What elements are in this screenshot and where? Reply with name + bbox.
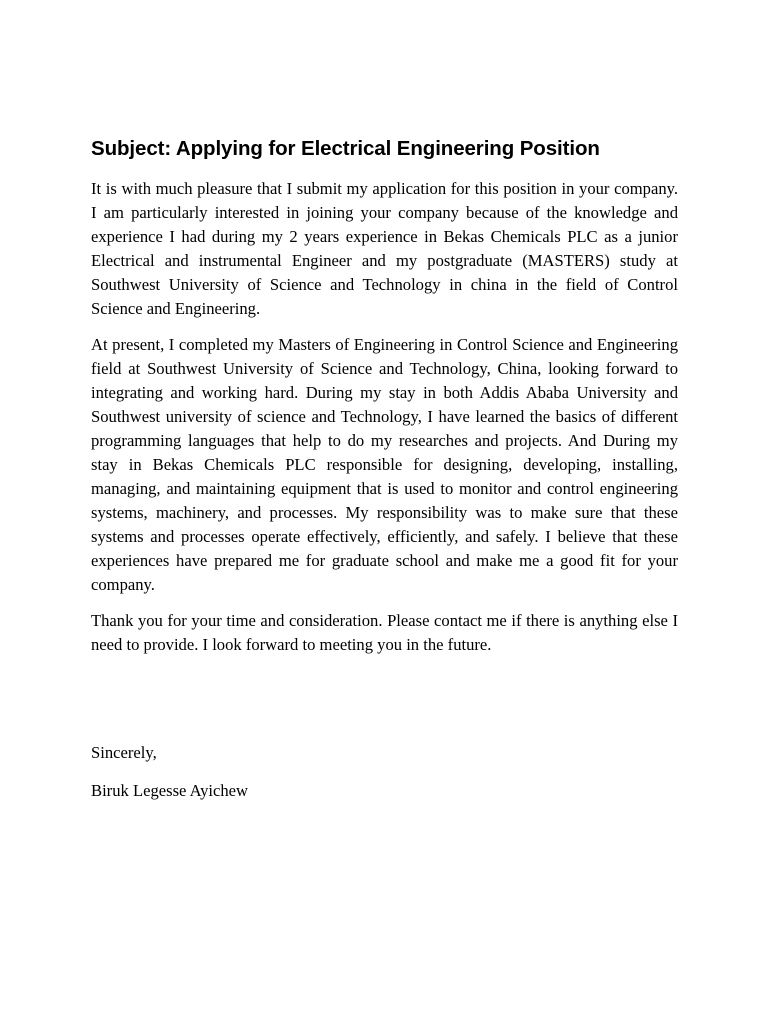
signature-name: Biruk Legesse Ayichew [91, 781, 248, 800]
paragraph-intro: It is with much pleasure that I submit my application for this position in your company. I am particularly interested in joining your company because of the knowledge and experience I had during my 2 years experience in Bekas Chemicals PLC as a junior Electrical and instrumental Engineer and my postgraduate (MASTERS) study at Southwest University of Science and Technology in china in the field of Control Science and Engineering. [91, 179, 678, 318]
closing-spacer [91, 669, 678, 741]
paragraph-experience: At present, I completed my Masters of Engineering in Control Science and Engineering field at Southwest University of Science and Technology, China, looking forward to integrating and working hard. During my stay in both Addis Ababa University and Southwest university of science and Technology, I have learned the basics of different programming languages that help to do my researches and projects. And During my stay in Bekas Chemicals PLC responsible for designing, developing, installing, managing, and maintaining equipment that is used to monitor and control engineering systems, machinery, and processes. My responsibility was to make sure that these systems and processes operate effectively, efficiently, and safely. I believe that these experiences have prepared me for graduate school and make me a good fit for your company. [91, 335, 678, 594]
closing-salutation: Sincerely, [91, 743, 157, 762]
paragraph-thanks: Thank you for your time and consideration. Please contact me if there is anything else I need to provide. I look forward to meeting you in the future. [91, 611, 678, 654]
subject-heading: Subject: Applying for Electrical Engineering Position [91, 137, 600, 160]
letter-body [91, 136, 678, 817]
